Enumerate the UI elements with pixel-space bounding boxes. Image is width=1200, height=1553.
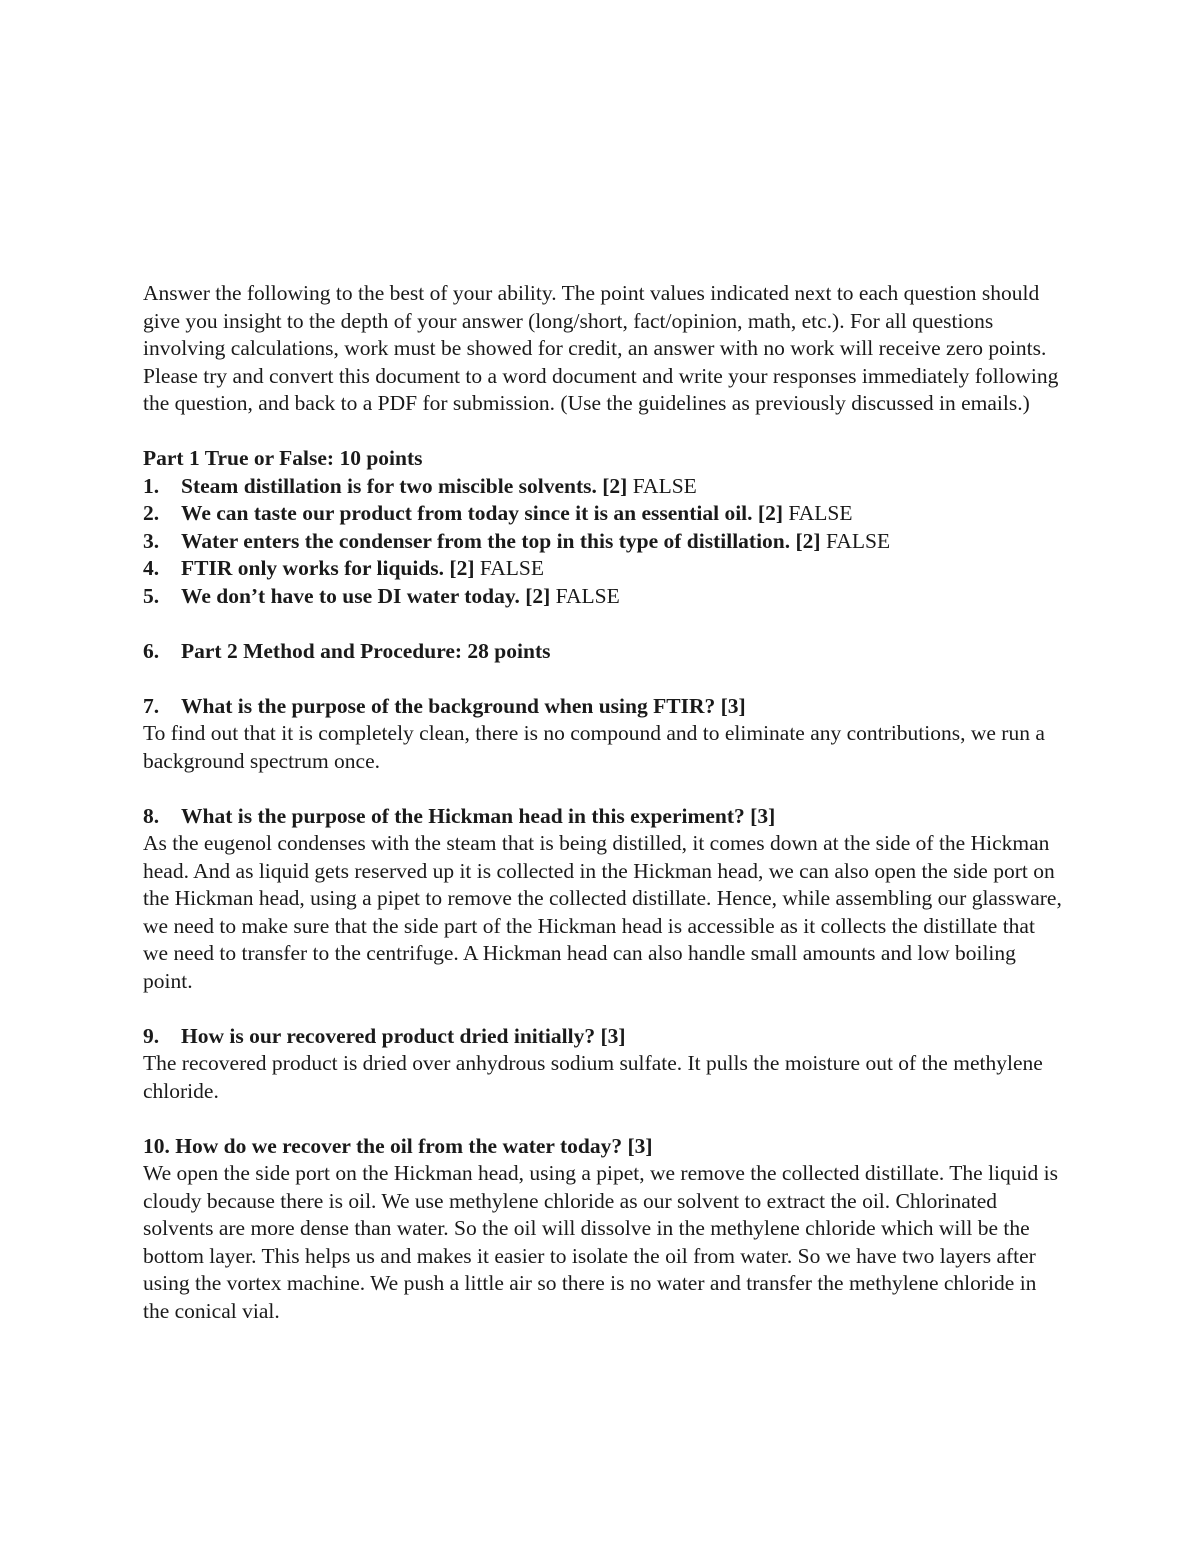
item-number: 3. (143, 528, 160, 553)
item-number: 4. (143, 556, 160, 580)
question-10 (143, 1133, 1063, 1161)
tf-question: Steam distillation is for two miscible solvents. [2] (181, 473, 628, 498)
item-number: 9. (143, 1023, 160, 1048)
tf-item-3 (143, 528, 1063, 556)
tf-answer: FALSE (782, 501, 853, 525)
part1-heading: Part 1 True or False: 10 points (143, 446, 423, 470)
answer-9: The recovered product is dried over anhydrous sodium sulfate. It pulls the moisture out of the methylene chloride. (143, 1051, 1043, 1103)
document-page (143, 280, 1063, 1325)
tf-item-5 (143, 583, 1063, 611)
tf-question: We don’t have to use DI water today. [2] (181, 583, 551, 608)
question-text: What is the purpose of the background when using FTIR? [3] (181, 693, 746, 718)
spacer (143, 995, 1063, 1023)
item-number: 8. (143, 803, 160, 828)
tf-item-4 (143, 555, 1063, 583)
tf-answer: FALSE (550, 583, 620, 608)
item-number: 2. (143, 501, 160, 525)
item-number: 7. (143, 693, 160, 718)
answer-10: We open the side port on the Hickman head, using a pipet, we remove the collected distillate. The liquid is cloudy because there is oil. We use methylene chloride as our solvent to extract the oil. Chlorinated solvents are more dense than water. So the oil will dissolve in the methylene chloride which will be the bottom layer. This helps us and makes it easier to isolate the oil from water. So we have two layers after using the vortex machine. We push a little air so there is no water and transfer the methylene chloride in the conical vial. (143, 1161, 1058, 1323)
item-number: 10. (143, 1133, 170, 1158)
tf-answer: FALSE (474, 556, 544, 580)
tf-question: We can taste our product from today since it is an essential oil. [2] (181, 501, 783, 525)
part2-heading-text: Part 2 Method and Procedure: 28 points (181, 638, 551, 663)
question-9 (143, 1023, 1063, 1051)
tf-item-1 (143, 473, 1063, 501)
question-text: How do we recover the oil from the water today? [3] (175, 1133, 653, 1158)
question-text: How is our recovered product dried initially? [3] (181, 1023, 626, 1048)
tf-question: Water enters the condenser from the top in this type of distillation. [2] (181, 528, 821, 553)
tf-answer: FALSE (820, 528, 891, 553)
intro-paragraph: Answer the following to the best of your ability. The point values indicated next to each question should give you insight to the depth of your answer (long/short, fact/opinion, math, etc.). For all questions involving calculations, work must be showed for credit, an answer with no work will receive zero points. Please try and convert this document to a word document and write your responses immediately following the question, and back to a PDF for submission. (Use the guidelines as previously discussed in emails.) (143, 281, 1059, 415)
item-number: 6. (143, 638, 160, 663)
spacer (143, 610, 1063, 638)
spacer (143, 418, 1063, 446)
question-7 (143, 693, 1063, 721)
part2-heading (143, 638, 1063, 666)
tf-question: FTIR only works for liquids. [2] (181, 556, 475, 580)
answer-7: To find out that it is completely clean, there is no compound and to eliminate any contributions, we run a background spectrum once. (143, 721, 1045, 773)
answer-8: As the eugenol condenses with the steam that is being distilled, it comes down at the side of the Hickman head. And as liquid gets reserved up it is collected in the Hickman head, we can also open the side port on the Hickman head, using a pipet to remove the collected distillate. Hence, while assembling our glassware, we need to make sure that the side part of the Hickman head is accessible as it collects the distillate that we need to transfer to the centrifuge. A Hickman head can also handle small amounts and low boiling point. (143, 831, 1062, 993)
spacer (143, 665, 1063, 693)
question-text: What is the purpose of the Hickman head in this experiment? [3] (181, 803, 776, 828)
spacer (143, 775, 1063, 803)
spacer (143, 1105, 1063, 1133)
item-number: 5. (143, 583, 160, 608)
tf-answer: FALSE (627, 473, 697, 498)
item-number: 1. (143, 473, 160, 498)
tf-item-2 (143, 500, 1063, 528)
question-8 (143, 803, 1063, 831)
